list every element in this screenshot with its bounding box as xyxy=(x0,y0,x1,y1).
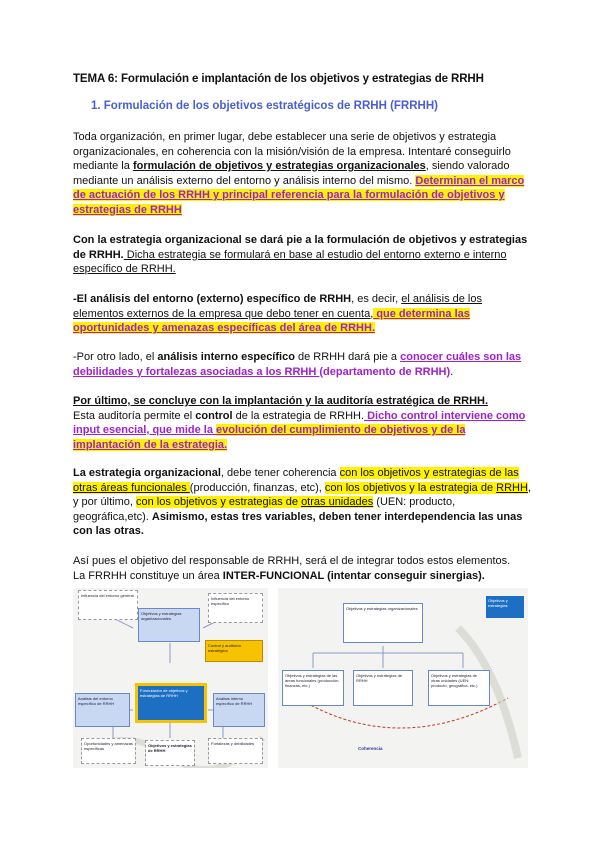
p3-highlight: que determina las oportunidades y amenazas específicas del área de RRHH. xyxy=(73,307,470,334)
p7-text-2: La FRRHH constituye un área xyxy=(73,569,223,582)
fig1-bottom-left-box: Oportunidades y amenazas específicas xyxy=(81,738,136,764)
fig2-right-box: Objetivos y estrategias de otras unidades (UEN: producto, geográfica, etc.) xyxy=(428,670,490,706)
p6-paren: (producción, finanzas, etc), xyxy=(189,481,325,494)
paragraph-2 xyxy=(73,233,531,277)
p3-underlined: el análisis de los elementos externos de la empresa que debo tener en cuenta, xyxy=(73,293,482,320)
p7-interfuncional: INTER-FUNCIONAL xyxy=(222,569,325,582)
p6-text-2: , y por último, xyxy=(73,481,531,508)
p2-underlined: Dicha estrategia se formulará en base al estudio del entorno externo e interno específico de RRHH. xyxy=(73,248,507,275)
p6-hl-units: otras unidades xyxy=(301,496,374,508)
fig1-center-box: Formulación de objetivos y estrategias de RRHH xyxy=(135,683,207,723)
paragraph-3 xyxy=(73,292,531,336)
p4-text: -Por otro lado, el xyxy=(73,351,158,363)
p5-heading: Por último, se concluye con la implantación y la auditoría estratégica de RRHH. xyxy=(73,395,489,407)
p5-text-2: de la estrategia de RRHH. xyxy=(232,409,365,422)
p5-highlight: evolución del cumplimiento de objetivos y de la implantación de la estrategia. xyxy=(73,424,466,451)
fig1-top-right-box: Influencia del entorno específico xyxy=(208,593,263,623)
fig1-bottom-right-box: Fortalezas y debilidades xyxy=(208,738,263,764)
p1-text-2: , siendo valorado mediante un análisis externo del entorno y análisis interno del mismo. xyxy=(73,160,510,187)
p4-bold: análisis interno específico xyxy=(157,351,295,363)
page-title: TEMA 6: Formulación e implantación de los objetivos y estrategias de RRHH xyxy=(73,73,484,85)
p7-text: Así pues el objetivo del responsable de RRHH, será el de integrar todos estos elementos. xyxy=(73,555,511,567)
p6-hl-3: con los objetivos y estrategias de xyxy=(135,496,302,508)
paragraph-6 xyxy=(73,466,531,539)
p5-control: control xyxy=(195,409,233,422)
fig1-bottom-center-box: Objetivos y estrategias de RRHH xyxy=(145,740,195,766)
p5-magenta: Dicho control interviene como input esencial, que mide la xyxy=(73,409,526,436)
p3-bold: -El análisis del entorno (externo) específico de RRHH xyxy=(73,293,352,305)
diagram-rrhh-formulation xyxy=(73,588,268,768)
fig1-center-top-box: Objetivos y estrategias organizacionales xyxy=(138,608,200,642)
p6-uen: (UEN: producto, geográfica,etc). xyxy=(73,496,456,523)
p3-text: , es decir, xyxy=(351,293,402,305)
p4-dot: . xyxy=(450,365,454,378)
fig2-bottom-label: Coherencia xyxy=(358,746,383,751)
p6-hl-1: con los objetivos y estrategias de las xyxy=(339,467,519,479)
p4-text-2: de RRHH dará pie a xyxy=(294,351,401,363)
p1-highlight: Determinan el marco de actuación de los RRHH y principal referencia para la formulación de objetivos y estrategias de RRHH xyxy=(73,174,525,216)
section-heading: 1. Formulación de los objetivos estratégicos de RRHH (FRRHH) xyxy=(91,100,438,112)
p7-bold: (intentar conseguir sinergias). xyxy=(324,569,485,582)
fig2-badge: Objetivos y estrategias xyxy=(486,596,524,618)
p6-bold-end: Asimismo, estas tres variables, deben tener interdependencia las unas con las otras. xyxy=(73,510,523,537)
fig2-left-box: Objetivos y estrategias de las áreas funcionales (producción, finanzas, etc.) xyxy=(282,670,344,706)
paragraph-7 xyxy=(73,554,531,583)
p6-hl-rrhh: RRHH xyxy=(496,481,528,494)
p4-magenta: conocer cuáles son las debilidades y fortalezas asociadas a los RRHH xyxy=(73,351,522,378)
fig1-top-left-box: Influencia del entorno general xyxy=(78,590,138,620)
figures-row xyxy=(73,588,528,768)
diagram-functional-coherence xyxy=(278,588,528,768)
p6-text: , debe tener coherencia xyxy=(220,467,340,479)
p5-text: Esta auditoría permite el xyxy=(73,409,196,422)
p6-hl-areas: otras áreas funcionales xyxy=(73,481,190,494)
p6-hl-2: con los objetivos y la estrategia de xyxy=(324,481,497,494)
fig1-audit-box: Control y auditoría estratégica xyxy=(205,640,263,662)
fig2-top-box: Objetivos y estrategias organizacionales xyxy=(343,603,423,643)
fig2-center-box: Objetivos y estrategias de RRHH xyxy=(353,670,413,706)
p4-dept: (departamento de RRHH) xyxy=(319,365,451,378)
fig1-right-box: Análisis interno específico de RRHH xyxy=(213,693,265,727)
paragraph-5 xyxy=(73,394,531,452)
p1-emphasis: formulación de objetivos y estrategias organizacionales xyxy=(132,160,426,172)
p6-bold: La estrategia organizacional xyxy=(73,467,221,479)
paragraph-4 xyxy=(73,350,531,379)
fig1-left-box: Análisis del entorno específico de RRHH xyxy=(75,693,130,727)
paragraph-1 xyxy=(73,130,531,217)
p1-text: Toda organización, en primer lugar, debe establecer una serie de objetivos y estrategia organizacionales, en coherencia con la misión/visión de la empresa. Intentaré conseguirlo mediante la xyxy=(73,131,511,172)
p2-bold: Con la estrategia organizacional se dará pie a la formulación de objetivos y estrategias de RRHH. xyxy=(73,234,528,261)
